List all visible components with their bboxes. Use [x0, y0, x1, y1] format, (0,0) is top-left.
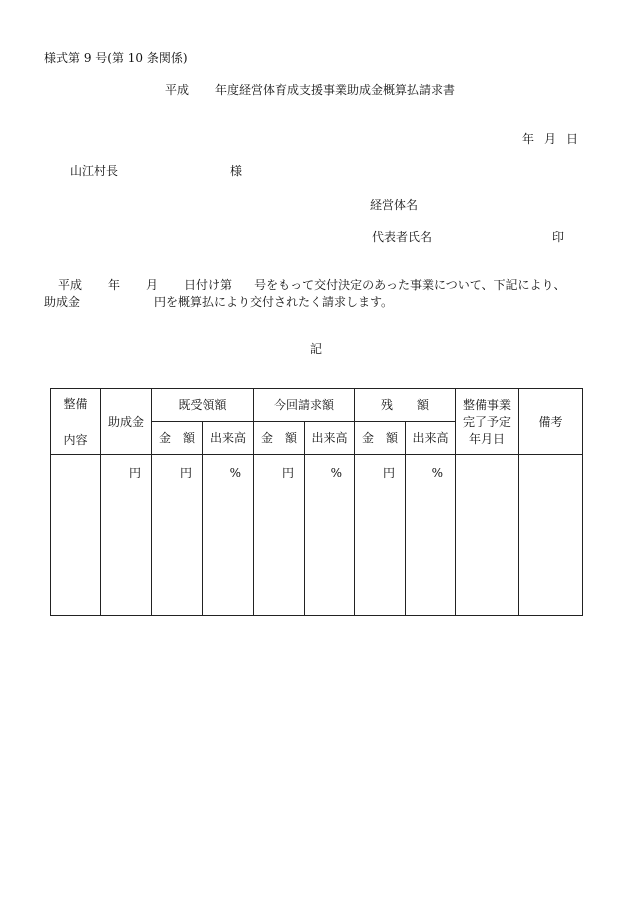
header-completion-line2: 完了予定 [463, 414, 512, 429]
addressee-honorific: 様 [230, 164, 243, 178]
cell-received-percent[interactable]: % [203, 455, 254, 616]
header-received-progress: 出来高 [203, 422, 254, 455]
body-month: 月 [146, 278, 159, 292]
body-number-clause: 号をもって交付決定のあった事業について、下記により、 [254, 278, 566, 292]
addressee-name: 山江村長 [70, 164, 119, 178]
claim-table [50, 388, 583, 616]
cell-grant-yen[interactable]: 円 [101, 455, 152, 616]
header-current-progress: 出来高 [305, 422, 355, 455]
header-current-request: 今回請求額 [254, 389, 355, 422]
form-number: 様式第 9 号(第 10 条関係) [44, 51, 188, 65]
title-text: 年度経営体育成支援事業助成金概算払請求書 [215, 83, 456, 97]
date-month: 月 [543, 132, 556, 146]
cell-received-yen[interactable]: 円 [152, 455, 203, 616]
addressee [70, 164, 243, 178]
body-era: 平成 [58, 278, 83, 292]
date-day: 日 [565, 132, 578, 146]
cell-current-yen[interactable]: 円 [254, 455, 305, 616]
header-maintenance-content [51, 389, 101, 455]
cell-remaining-yen[interactable]: 円 [355, 455, 406, 616]
body-line-1 [58, 279, 565, 291]
header-maintenance-line1: 整備 [63, 396, 88, 411]
body-request-clause: 円を概算払により交付されたく請求します。 [154, 295, 394, 309]
header-completion-line3: 年月日 [469, 431, 506, 446]
document-title [165, 84, 455, 96]
header-current-sum: 金 額 [254, 422, 305, 455]
header-remaining-sum: 金 額 [355, 422, 406, 455]
cell-completion-date[interactable] [456, 455, 519, 616]
title-era: 平成 [165, 83, 190, 97]
body-grant-label: 助成金 [44, 295, 81, 309]
header-remaining-amount: 残 額 [355, 389, 456, 422]
body-date-prefix: 日付け第 [184, 278, 233, 292]
header-grant: 助成金 [101, 389, 152, 455]
date-line [512, 133, 578, 145]
table-row [51, 455, 583, 616]
cell-current-percent[interactable]: % [305, 455, 355, 616]
representative-name-label: 代表者氏名 [372, 230, 433, 244]
header-completion-date [456, 389, 519, 455]
cell-remarks[interactable] [519, 455, 583, 616]
header-received-amount: 既受領額 [152, 389, 254, 422]
ki-heading: 記 [310, 342, 323, 356]
cell-remaining-percent[interactable]: % [406, 455, 456, 616]
body-year: 年 [108, 278, 121, 292]
header-remarks: 備考 [519, 389, 583, 455]
header-remaining-progress: 出来高 [406, 422, 456, 455]
header-completion-line1: 整備事業 [463, 397, 512, 412]
header-maintenance-line2: 内容 [63, 432, 88, 447]
entity-name-label: 経営体名 [370, 198, 419, 212]
seal-label: 印 [552, 230, 565, 244]
date-year: 年 [521, 132, 534, 146]
header-received-sum: 金 額 [152, 422, 203, 455]
cell-maintenance-content[interactable] [51, 455, 101, 616]
body-line-2 [44, 296, 393, 308]
